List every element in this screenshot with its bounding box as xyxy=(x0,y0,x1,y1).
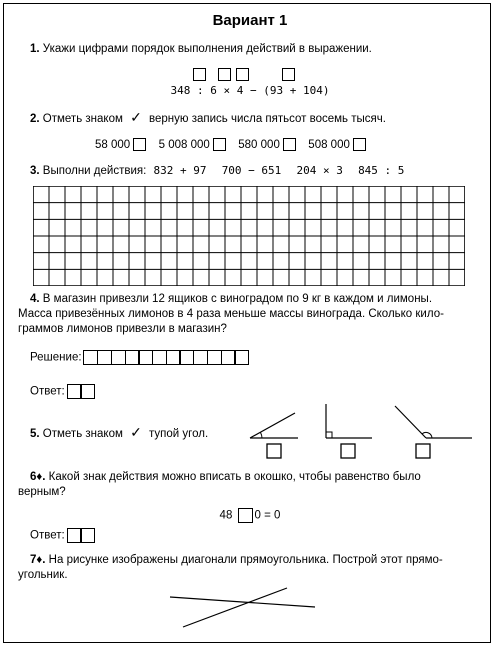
question-3 xyxy=(30,163,404,179)
task: 832 + 97 xyxy=(153,164,207,177)
equation xyxy=(0,508,500,524)
angle-checkbox-1[interactable] xyxy=(267,444,281,458)
question-6 xyxy=(18,470,488,500)
question-text: Масса привезённых лимонов в 4 раза меньше массы винограда. Сколько кило- xyxy=(18,308,444,320)
question-text: Выполни действия: xyxy=(42,165,147,177)
checkmark-icon: ✓ xyxy=(130,424,142,440)
question-text: граммов лимонов привезли в магазин? xyxy=(18,323,227,335)
order-box-1[interactable] xyxy=(193,68,206,81)
page-title: Вариант 1 xyxy=(212,12,288,29)
question-4 xyxy=(18,292,488,337)
question-7 xyxy=(18,553,488,583)
question-text: Отметь знаком xyxy=(42,428,123,440)
task: 700 − 651 xyxy=(221,164,282,177)
question-number: 5. xyxy=(30,428,40,440)
task: 845 : 5 xyxy=(358,164,405,177)
angle-checkbox-3[interactable] xyxy=(416,444,430,458)
question-number: 2. xyxy=(30,113,40,125)
option-checkbox[interactable] xyxy=(283,138,296,151)
question-text: В магазин привезли 12 ящиков с виноградом по 9 кг в каждом и лимоны. xyxy=(42,293,433,305)
solution-label: Решение: xyxy=(30,351,82,364)
equation-right: 0 = 0 xyxy=(254,509,281,522)
question-text: верным? xyxy=(18,486,66,498)
acute-angle xyxy=(250,413,298,438)
question-number: 3. xyxy=(30,165,40,177)
question-number: 7♦. xyxy=(30,554,46,566)
question-text: угольник. xyxy=(18,569,68,581)
question-text: На рисунке изображены диагонали прямоугольника. Построй этот прямо- xyxy=(48,554,443,566)
question-number: 4. xyxy=(30,293,40,305)
answer-label: Ответ: xyxy=(30,529,65,542)
question-text: Отметь знаком xyxy=(42,113,123,125)
option-2: 5 008 000 xyxy=(159,139,226,151)
equation-left: 48 xyxy=(219,509,233,522)
options-row xyxy=(95,135,374,153)
question-5 xyxy=(30,425,208,442)
angles-figure xyxy=(240,398,480,468)
question-1 xyxy=(30,42,372,57)
option-3: 580 000 xyxy=(238,139,296,151)
question-text: Какой знак действия можно вписать в окошко, чтобы равенство было xyxy=(48,471,421,483)
solution-cells[interactable] xyxy=(85,350,249,365)
question-number: 1. xyxy=(30,43,40,55)
order-box-3[interactable] xyxy=(236,68,249,81)
answer-row-6 xyxy=(30,528,95,544)
option-1: 58 000 xyxy=(95,139,146,151)
answer-label: Ответ: xyxy=(30,385,65,398)
checkmark-icon: ✓ xyxy=(130,109,142,125)
expression: 348 : 6 × 4 − (93 + 104) xyxy=(170,84,330,97)
diagonal-1 xyxy=(170,597,315,607)
solution-row xyxy=(30,350,249,366)
diagonal-2 xyxy=(183,588,287,627)
option-checkbox[interactable] xyxy=(213,138,226,151)
diagonals-figure xyxy=(165,585,325,635)
answer-row xyxy=(30,384,95,400)
option-checkbox[interactable] xyxy=(353,138,366,151)
question-2 xyxy=(30,110,386,127)
task: 204 × 3 xyxy=(296,164,343,177)
angle-checkbox-2[interactable] xyxy=(341,444,355,458)
answer-cells[interactable] xyxy=(68,528,95,543)
obtuse-angle xyxy=(395,406,472,438)
right-angle xyxy=(326,404,372,438)
question-text: Укажи цифрами порядок выполнения действий в выражении. xyxy=(42,43,372,55)
question-text: тупой угол. xyxy=(149,428,209,440)
answer-cells[interactable] xyxy=(68,384,95,399)
option-checkbox[interactable] xyxy=(133,138,146,151)
option-4: 508 000 xyxy=(308,139,366,151)
operator-box[interactable] xyxy=(238,508,253,523)
answer-grid[interactable] xyxy=(33,186,465,286)
question-text: верную запись числа пятьсот восемь тысяч. xyxy=(149,113,386,125)
order-box-4[interactable] xyxy=(282,68,295,81)
question-number: 6♦. xyxy=(30,471,46,483)
order-box-2[interactable] xyxy=(218,68,231,81)
